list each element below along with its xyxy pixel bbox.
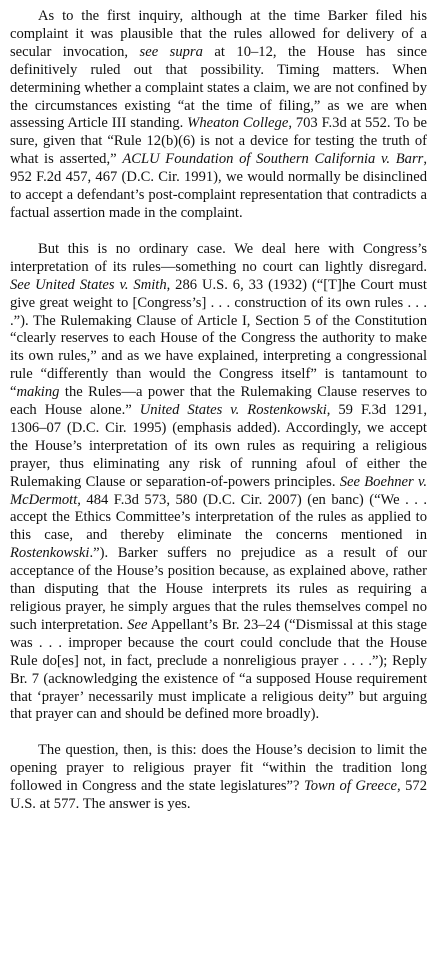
- text-run: , 572 U.S. at 577. The answer is yes.: [10, 778, 428, 813]
- text-run: As to the first inquiry, although at the time Barker filed his complaint it was plausible that the rules allowed for delivery of a secular invocation,: [10, 8, 427, 60]
- italic-text-run: See: [127, 616, 148, 633]
- text-run: , 484 F.3d 573, 580 (D.C. Cir. 2007) (en banc) (“We . . . accept the Ethics Committee’s interpretation of the rules as applied to this case, and thereby eliminate the concerns mentioned in: [10, 491, 427, 544]
- italic-text-run: Rostenkowski: [10, 545, 90, 562]
- text-run: .”). Barker suffers no prejudice as a result of our acceptance of the House’s position because, as explained above, rather than disputing that the House interprets its rules as requiring a religious prayer, he simply argues that the rules themselves compel no such interpretation.: [10, 545, 427, 633]
- italic-text-run: See United States v. Smith: [10, 276, 167, 293]
- text-run: Appellant’s Br. 23–24 (“Dismissal at this stage was . . . improper because the court could conclude that the House Rule do[es] not, in fact, preclude a nonreligious prayer . . . .”); Reply Br. 7 (acknowledging the existence of “a supposed House requirement that ‘prayer’ necessarily must implicate a religious deity” but arguing that prayer can and should be defined more broadly).: [10, 616, 428, 723]
- text-run: The question, then, is this: does the House’s decision to limit the opening prayer to religious prayer fit “within the tradition long followed in Congress and the state legislatures”?: [10, 742, 427, 795]
- text-run: , 59 F.3d 1291, 1306–07 (D.C. Cir. 1995) (emphasis added). Accordingly, we accept the House’s interpretation of its own rules as requiring a religious prayer, thus eliminating any risk of running afoul of either the Rulemaking Clause or separation-of-powers principles.: [10, 402, 427, 490]
- text-run: , 703 F.3d at 552. To be sure, given that “Rule 12(b)(6) is not a device for testing the truth of what is asserted,”: [10, 115, 427, 168]
- italic-text-run: United States v. Rostenkowski: [139, 402, 327, 419]
- paragraph-question: [10, 742, 427, 814]
- italic-text-run: Town of Greece: [303, 778, 397, 795]
- italic-text-run: See Boehner v. McDermott: [10, 473, 427, 508]
- text-run: , 286 U.S. 6, 33 (1932) (“[T]he Court must give great weight to [Congress’s] . . . construction of its own rules . . . .”). The Rulemaking Clause of Article I, Section 5 of the Constitution “clearly reserves to each House of the Congress the authority to make its own rules,” and as we have explained, interpreting a congressional rule “differently than would the Congress itself” is tantamount to “: [10, 276, 427, 401]
- italic-text-run: see supra: [139, 43, 203, 60]
- text-run: at 10–12, the House has since definitively ruled out that possibility. Timing matters. When determining whether a complaint states a claim, we are not confined by the circumstances existing “at the time of filing,” as we are when assessing Article III standing.: [10, 43, 427, 132]
- text-run: But this is no ordinary case. We deal here with Congress’s interpretation of its rules—something no court can lightly disregard.: [10, 240, 427, 275]
- text-run: the Rules—a power that the Rulemaking Clause reserves to each House alone.”: [10, 384, 427, 419]
- paragraph-ordinary-case: [10, 241, 427, 724]
- italic-text-run: Wheaton College: [187, 115, 289, 132]
- paragraph-first-inquiry: [10, 8, 427, 223]
- text-run: , 952 F.2d 457, 467 (D.C. Cir. 1991), we would normally be disinclined to accept a defendant’s post-complaint representation that contradicts a factual assertion made in the complaint.: [10, 151, 427, 221]
- italic-text-run: ACLU Foundation of Southern California v. Barr: [122, 151, 424, 168]
- italic-text-run: making: [16, 384, 60, 401]
